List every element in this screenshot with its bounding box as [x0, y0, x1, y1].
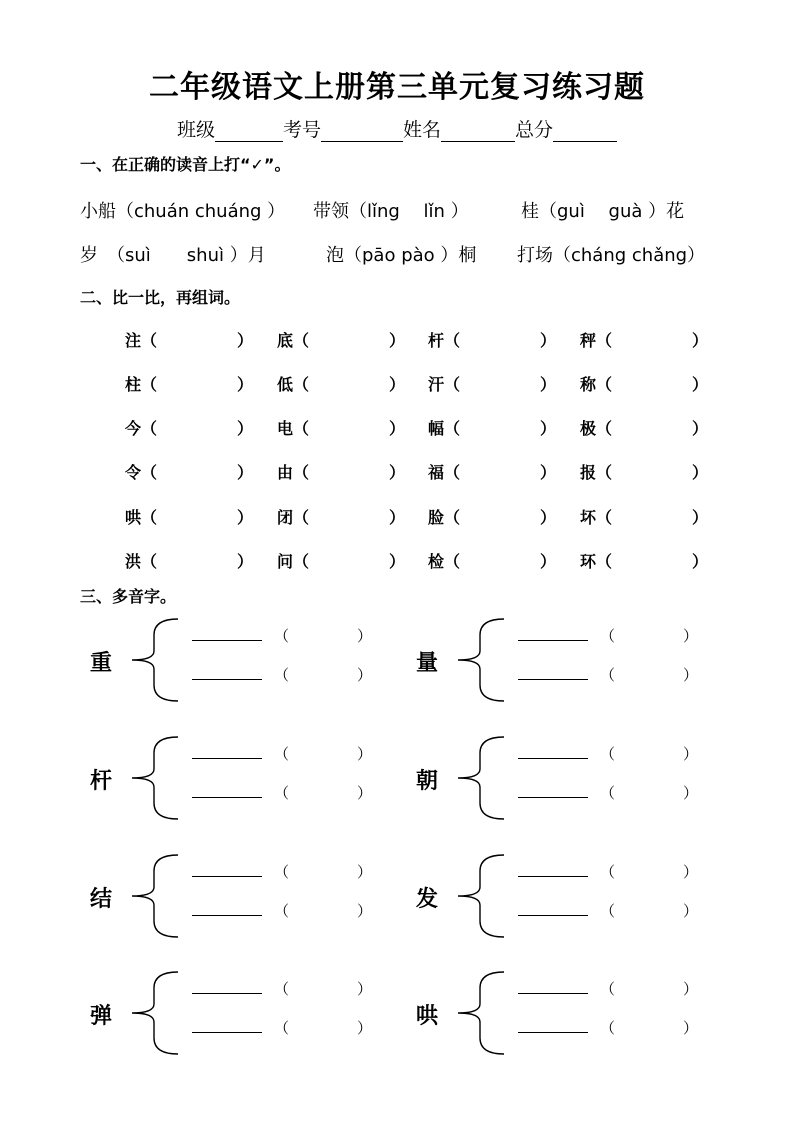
word-answer-blank[interactable] — [468, 328, 536, 348]
polyphonic-char: 弹 — [90, 1004, 113, 1029]
compare-char: 令 — [125, 463, 142, 482]
word-answer-blank[interactable] — [620, 328, 688, 348]
compare-item — [428, 328, 460, 351]
compare-char: 幅 — [428, 419, 445, 438]
open-paren: （ — [293, 419, 310, 438]
curly-brace-icon — [128, 617, 180, 703]
compare-item — [428, 505, 460, 528]
word-blank-line[interactable] — [192, 993, 262, 994]
compare-char: 汗 — [428, 375, 445, 394]
close-paren: ） — [389, 508, 406, 527]
open-paren: （ — [141, 552, 158, 571]
word-answer-blank[interactable] — [165, 372, 233, 392]
pinyin-item: 桂（guì guà ）花 — [521, 201, 685, 222]
word-answer-blank[interactable] — [468, 505, 536, 525]
compare-item — [277, 372, 309, 395]
open-paren: （ — [293, 375, 310, 394]
open-paren: （ — [444, 508, 461, 527]
page-title: 二年级语文上册第三单元复习练习题 — [149, 70, 645, 105]
open-paren: （ — [444, 375, 461, 394]
close-paren: ） — [357, 627, 373, 645]
number-blank[interactable] — [321, 123, 403, 142]
section1-heading: 一、在正确的读音上打“✓”。 — [80, 155, 291, 174]
open-paren: （ — [596, 375, 613, 394]
polyphonic-char: 杆 — [90, 769, 113, 794]
compare-char: 柱 — [125, 375, 142, 394]
pinyin-answer-blank[interactable] — [292, 782, 353, 800]
pinyin-answer-blank[interactable] — [292, 664, 353, 682]
pinyin-item: 岁 （suì shuì ）月 — [80, 245, 266, 266]
open-paren: （ — [444, 552, 461, 571]
open-paren: （ — [274, 627, 290, 645]
compare-char: 坏 — [580, 508, 597, 527]
word-blank-line[interactable] — [192, 797, 262, 798]
compare-char: 今 — [125, 419, 142, 438]
word-blank-line[interactable] — [192, 758, 262, 759]
close-paren: ） — [389, 552, 406, 571]
pinyin-answer-blank[interactable] — [292, 978, 353, 996]
word-blank-line[interactable] — [518, 797, 588, 798]
open-paren: （ — [274, 1019, 290, 1037]
compare-item — [277, 460, 309, 483]
compare-item — [580, 549, 612, 572]
word-answer-blank[interactable] — [317, 372, 385, 392]
compare-item — [428, 416, 460, 439]
open-paren: （ — [600, 666, 616, 684]
open-paren: （ — [141, 419, 158, 438]
pinyin-answer-blank[interactable] — [618, 861, 679, 879]
word-blank-line[interactable] — [192, 640, 262, 641]
compare-item — [125, 505, 157, 528]
close-paren: ） — [357, 784, 373, 802]
close-paren: ） — [683, 745, 699, 763]
close-paren: ） — [692, 419, 709, 438]
number-label: 考号 — [282, 119, 321, 141]
word-answer-blank[interactable] — [468, 372, 536, 392]
word-answer-blank[interactable] — [165, 328, 233, 348]
close-paren: ） — [683, 627, 699, 645]
class-blank[interactable] — [215, 123, 283, 142]
curly-brace-icon — [454, 735, 506, 821]
word-answer-blank[interactable] — [620, 372, 688, 392]
close-paren: ） — [389, 419, 406, 438]
compare-char: 极 — [580, 419, 597, 438]
close-paren: ） — [389, 375, 406, 394]
compare-item — [580, 372, 612, 395]
word-blank-line[interactable] — [518, 1032, 588, 1033]
compare-char: 电 — [277, 419, 294, 438]
pinyin-answer-blank[interactable] — [292, 900, 353, 918]
close-paren: ） — [357, 863, 373, 881]
pinyin-answer-blank[interactable] — [618, 900, 679, 918]
student-info-line — [0, 115, 794, 142]
pinyin-item: 打场（cháng chǎng） — [517, 245, 706, 266]
word-answer-blank[interactable] — [620, 505, 688, 525]
word-answer-blank[interactable] — [620, 549, 688, 569]
close-paren: ） — [540, 419, 557, 438]
close-paren: ） — [389, 331, 406, 350]
close-paren: ） — [540, 331, 557, 350]
open-paren: （ — [600, 627, 616, 645]
open-paren: （ — [596, 508, 613, 527]
open-paren: （ — [444, 463, 461, 482]
open-paren: （ — [600, 745, 616, 763]
compare-char: 报 — [580, 463, 597, 482]
word-answer-blank[interactable] — [468, 460, 536, 480]
word-answer-blank[interactable] — [317, 460, 385, 480]
close-paren: ） — [389, 463, 406, 482]
close-paren: ） — [692, 331, 709, 350]
section3-heading: 三、多音字。 — [80, 587, 177, 606]
open-paren: （ — [444, 419, 461, 438]
open-paren: （ — [141, 508, 158, 527]
close-paren: ） — [683, 980, 699, 998]
open-paren: （ — [596, 552, 613, 571]
compare-item — [125, 460, 157, 483]
close-paren: ） — [237, 463, 254, 482]
word-answer-blank[interactable] — [620, 460, 688, 480]
section2-heading: 二、比一比，再组词。 — [80, 288, 241, 307]
open-paren: （ — [274, 863, 290, 881]
compare-char: 问 — [277, 552, 294, 571]
pinyin-item: 小船（chuán chuáng ） — [80, 201, 286, 222]
polyphonic-char: 结 — [90, 887, 113, 912]
compare-item — [580, 328, 612, 351]
curly-brace-icon — [454, 617, 506, 703]
score-label: 总分 — [515, 119, 554, 141]
word-blank-line[interactable] — [518, 993, 588, 994]
close-paren: ） — [540, 508, 557, 527]
close-paren: ） — [357, 902, 373, 920]
compare-char: 洪 — [125, 552, 142, 571]
polyphonic-char: 朝 — [416, 769, 439, 794]
curly-brace-icon — [454, 853, 506, 939]
word-answer-blank[interactable] — [317, 328, 385, 348]
compare-item — [125, 328, 157, 351]
compare-item — [428, 372, 460, 395]
compare-item — [277, 416, 309, 439]
close-paren: ） — [237, 375, 254, 394]
compare-item — [125, 549, 157, 572]
close-paren: ） — [540, 463, 557, 482]
compare-char: 检 — [428, 552, 445, 571]
pinyin-answer-blank[interactable] — [618, 782, 679, 800]
open-paren: （ — [293, 463, 310, 482]
word-blank-line[interactable] — [192, 915, 262, 916]
word-blank-line[interactable] — [192, 876, 262, 877]
close-paren: ） — [683, 863, 699, 881]
polyphonic-char: 重 — [90, 651, 113, 676]
compare-item — [125, 416, 157, 439]
pinyin-answer-blank[interactable] — [292, 743, 353, 761]
word-answer-blank[interactable] — [317, 416, 385, 436]
compare-item — [580, 416, 612, 439]
word-blank-line[interactable] — [518, 876, 588, 877]
pinyin-answer-blank[interactable] — [292, 1017, 353, 1035]
word-blank-line[interactable] — [518, 915, 588, 916]
compare-item — [580, 505, 612, 528]
close-paren: ） — [692, 375, 709, 394]
name-label: 姓名 — [403, 119, 442, 141]
close-paren: ） — [237, 508, 254, 527]
close-paren: ） — [683, 902, 699, 920]
compare-char: 脸 — [428, 508, 445, 527]
close-paren: ） — [357, 980, 373, 998]
word-answer-blank[interactable] — [468, 416, 536, 436]
open-paren: （ — [293, 508, 310, 527]
open-paren: （ — [600, 1019, 616, 1037]
pinyin-answer-blank[interactable] — [618, 978, 679, 996]
close-paren: ） — [683, 784, 699, 802]
pinyin-answer-blank[interactable] — [618, 1017, 679, 1035]
polyphonic-char: 发 — [416, 887, 439, 912]
word-answer-blank[interactable] — [317, 505, 385, 525]
compare-char: 由 — [277, 463, 294, 482]
compare-char: 福 — [428, 463, 445, 482]
close-paren: ） — [692, 463, 709, 482]
open-paren: （ — [596, 331, 613, 350]
open-paren: （ — [141, 375, 158, 394]
close-paren: ） — [237, 419, 254, 438]
word-answer-blank[interactable] — [468, 549, 536, 569]
open-paren: （ — [274, 980, 290, 998]
open-paren: （ — [596, 419, 613, 438]
pinyin-answer-blank[interactable] — [292, 625, 353, 643]
pinyin-item: 带领（lǐng lǐn ） — [313, 201, 469, 222]
open-paren: （ — [274, 902, 290, 920]
curly-brace-icon — [454, 970, 506, 1056]
open-paren: （ — [141, 331, 158, 350]
close-paren: ） — [357, 666, 373, 684]
open-paren: （ — [293, 552, 310, 571]
close-paren: ） — [692, 508, 709, 527]
compare-char: 称 — [580, 375, 597, 394]
open-paren: （ — [600, 784, 616, 802]
compare-item — [277, 549, 309, 572]
close-paren: ） — [683, 1019, 699, 1037]
compare-item — [428, 549, 460, 572]
pinyin-answer-blank[interactable] — [292, 861, 353, 879]
compare-char: 环 — [580, 552, 597, 571]
open-paren: （ — [274, 745, 290, 763]
open-paren: （ — [274, 666, 290, 684]
word-answer-blank[interactable] — [165, 460, 233, 480]
compare-char: 注 — [125, 331, 142, 350]
pinyin-answer-blank[interactable] — [618, 664, 679, 682]
compare-item — [277, 328, 309, 351]
close-paren: ） — [683, 666, 699, 684]
class-label: 班级 — [176, 119, 215, 141]
word-answer-blank[interactable] — [165, 505, 233, 525]
open-paren: （ — [596, 463, 613, 482]
curly-brace-icon — [128, 970, 180, 1056]
close-paren: ） — [540, 552, 557, 571]
close-paren: ） — [692, 552, 709, 571]
open-paren: （ — [600, 980, 616, 998]
compare-item — [125, 372, 157, 395]
pinyin-item: 泡（pāo pào ）桐 — [326, 245, 477, 266]
compare-item — [277, 505, 309, 528]
compare-item — [580, 460, 612, 483]
word-answer-blank[interactable] — [317, 549, 385, 569]
close-paren: ） — [237, 331, 254, 350]
word-blank-line[interactable] — [192, 1032, 262, 1033]
polyphonic-char: 量 — [416, 651, 439, 676]
pinyin-answer-blank[interactable] — [618, 743, 679, 761]
name-blank[interactable] — [441, 123, 515, 142]
open-paren: （ — [600, 902, 616, 920]
curly-brace-icon — [128, 853, 180, 939]
score-blank[interactable] — [553, 123, 617, 142]
close-paren: ） — [540, 375, 557, 394]
word-answer-blank[interactable] — [165, 549, 233, 569]
open-paren: （ — [274, 784, 290, 802]
compare-char: 闭 — [277, 508, 294, 527]
close-paren: ） — [237, 552, 254, 571]
compare-char: 秤 — [580, 331, 597, 350]
word-blank-line[interactable] — [518, 640, 588, 641]
word-blank-line[interactable] — [518, 758, 588, 759]
polyphonic-char: 哄 — [416, 1004, 439, 1029]
curly-brace-icon — [128, 735, 180, 821]
compare-char: 低 — [277, 375, 294, 394]
word-blank-line[interactable] — [192, 679, 262, 680]
open-paren: （ — [600, 863, 616, 881]
open-paren: （ — [293, 331, 310, 350]
compare-item — [428, 460, 460, 483]
compare-char: 底 — [277, 331, 294, 350]
close-paren: ） — [357, 1019, 373, 1037]
word-answer-blank[interactable] — [165, 416, 233, 436]
compare-char: 杆 — [428, 331, 445, 350]
compare-char: 哄 — [125, 508, 142, 527]
close-paren: ） — [357, 745, 373, 763]
open-paren: （ — [444, 331, 461, 350]
word-blank-line[interactable] — [518, 679, 588, 680]
open-paren: （ — [141, 463, 158, 482]
word-answer-blank[interactable] — [620, 416, 688, 436]
pinyin-answer-blank[interactable] — [618, 625, 679, 643]
